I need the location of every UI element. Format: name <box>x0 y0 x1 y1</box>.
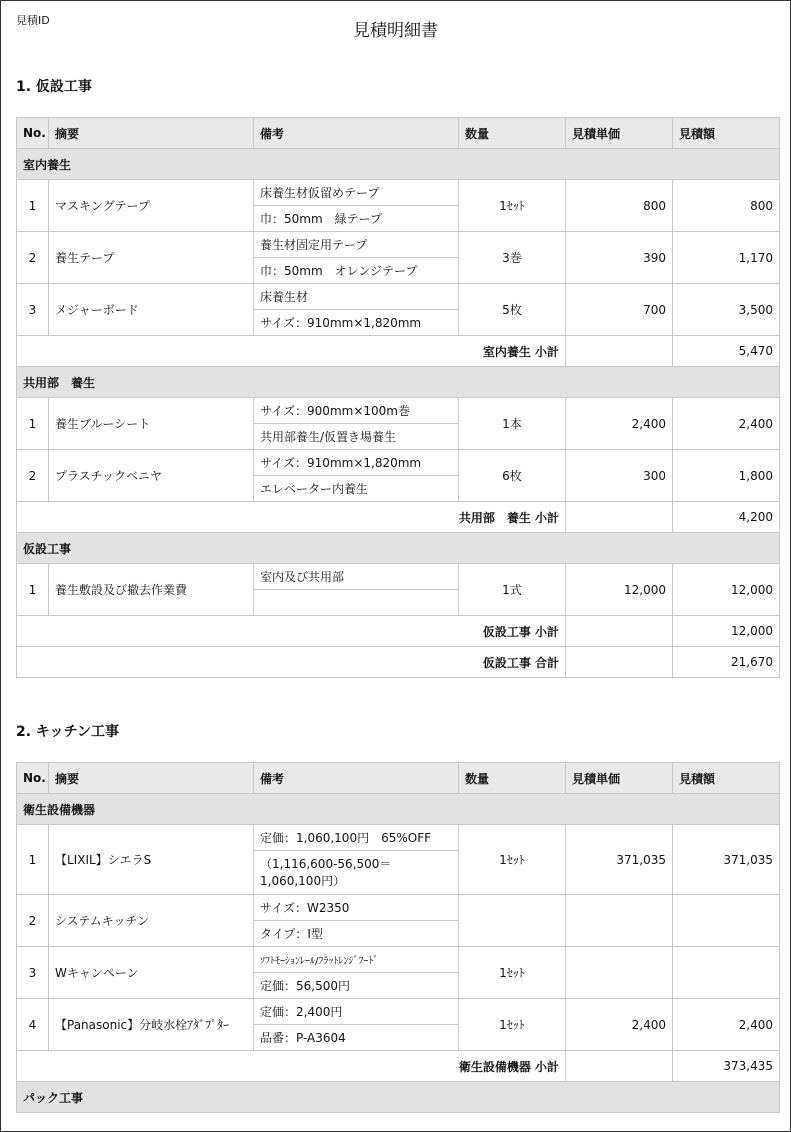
col-qty: 数量 <box>459 763 566 794</box>
total-value: 21,670 <box>673 647 780 678</box>
col-amount: 見積額 <box>673 763 780 794</box>
row-unit-price: 300 <box>566 450 673 502</box>
table-row <box>17 999 780 1025</box>
group-name: 衛生設備機器 <box>17 794 780 825</box>
group-name: 室内養生 <box>17 149 780 180</box>
row-note: エレベーター内養生 <box>254 476 459 502</box>
total-spacer <box>566 647 673 678</box>
total-label: 仮設工事 合計 <box>17 647 566 678</box>
row-no: 1 <box>17 398 49 450</box>
table-row <box>17 450 780 476</box>
col-note: 備考 <box>254 763 459 794</box>
subtotal-label: 衛生設備機器 小計 <box>17 1051 566 1082</box>
row-amount: 2,400 <box>673 999 780 1051</box>
row-no: 2 <box>17 450 49 502</box>
subtotal-row <box>17 336 780 367</box>
row-qty: 1ｾｯﾄ <box>459 947 566 999</box>
row-no: 1 <box>17 564 49 616</box>
section-title-temporary: 1. 仮設工事 <box>16 79 92 95</box>
row-note: サイズ：W2350 <box>254 895 459 921</box>
row-note: ｿﾌﾄﾓｰｼｮﾝﾚｰﾙ/ﾌﾗｯﾄﾚﾝｼﾞﾌｰﾄﾞ <box>254 947 459 973</box>
subtotal-value: 12,000 <box>673 616 780 647</box>
col-no: No. <box>17 118 49 149</box>
total-row <box>17 647 780 678</box>
col-qty: 数量 <box>459 118 566 149</box>
row-qty: 3巻 <box>459 232 566 284</box>
section-title-kitchen: 2. キッチン工事 <box>16 724 119 740</box>
col-unit-price: 見積単価 <box>566 118 673 149</box>
group-name: 共用部 養生 <box>17 367 780 398</box>
group-row <box>17 367 780 398</box>
row-note: 定価：2,400円 <box>254 999 459 1025</box>
col-note: 備考 <box>254 118 459 149</box>
row-amount <box>673 895 780 947</box>
subtotal-value: 373,435 <box>673 1051 780 1082</box>
col-unit-price: 見積単価 <box>566 763 673 794</box>
row-unit-price: 371,035 <box>566 825 673 895</box>
row-note: 定価：56,500円 <box>254 973 459 999</box>
row-amount: 12,000 <box>673 564 780 616</box>
row-no: 4 <box>17 999 49 1051</box>
row-note: 床養生材 <box>254 284 459 310</box>
row-no: 3 <box>17 284 49 336</box>
row-qty: 1ｾｯﾄ <box>459 999 566 1051</box>
row-item: Wキャンペーン <box>49 947 254 999</box>
row-unit-price: 2,400 <box>566 999 673 1051</box>
row-note: サイズ：910mm×1,820mm <box>254 450 459 476</box>
group-row <box>17 1082 780 1113</box>
row-qty: 1ｾｯﾄ <box>459 180 566 232</box>
table-row <box>17 232 780 258</box>
row-no: 2 <box>17 895 49 947</box>
table-row <box>17 895 780 921</box>
col-no: No. <box>17 763 49 794</box>
subtotal-spacer <box>566 616 673 647</box>
estimate-table-kitchen <box>16 762 780 1113</box>
row-note: サイズ：900mm×100m巻 <box>254 398 459 424</box>
subtotal-label: 共用部 養生 小計 <box>17 502 566 533</box>
col-item: 摘要 <box>49 763 254 794</box>
row-amount: 1,800 <box>673 450 780 502</box>
subtotal-label: 室内養生 小計 <box>17 336 566 367</box>
row-note: サイズ：910mm×1,820mm <box>254 310 459 336</box>
row-item: 養生ブルーシート <box>49 398 254 450</box>
row-item: 【Panasonic】分岐水栓ｱﾀﾞﾌﾟﾀｰ <box>49 999 254 1051</box>
row-qty: 1本 <box>459 398 566 450</box>
group-row <box>17 533 780 564</box>
row-note: 室内及び共用部 <box>254 564 459 590</box>
row-item: メジャーボード <box>49 284 254 336</box>
row-item: システムキッチン <box>49 895 254 947</box>
row-note: 定価：1,060,100円 65%OFF <box>254 825 459 851</box>
group-row <box>17 149 780 180</box>
table-header-row <box>17 118 780 149</box>
table-row <box>17 398 780 424</box>
row-amount: 3,500 <box>673 284 780 336</box>
row-note: タイプ：I型 <box>254 921 459 947</box>
row-unit-price: 800 <box>566 180 673 232</box>
row-item: マスキングテープ <box>49 180 254 232</box>
subtotal-row <box>17 1051 780 1082</box>
row-note: 養生材固定用テープ <box>254 232 459 258</box>
table-header-row <box>17 763 780 794</box>
row-note: 巾：50mm 緑テープ <box>254 206 459 232</box>
col-item: 摘要 <box>49 118 254 149</box>
row-item: 養生敷設及び撤去作業費 <box>49 564 254 616</box>
row-qty: 5枚 <box>459 284 566 336</box>
table-row <box>17 947 780 973</box>
row-note: 共用部養生/仮置き場養生 <box>254 424 459 450</box>
row-no: 3 <box>17 947 49 999</box>
subtotal-value: 4,200 <box>673 502 780 533</box>
subtotal-label: 仮設工事 小計 <box>17 616 566 647</box>
row-item: プラスチックベニヤ <box>49 450 254 502</box>
doc-id-label: 見積ID <box>16 14 50 27</box>
table-row <box>17 284 780 310</box>
row-item: 【LIXIL】シエラS <box>49 825 254 895</box>
row-amount <box>673 947 780 999</box>
group-name: 仮設工事 <box>17 533 780 564</box>
row-amount: 371,035 <box>673 825 780 895</box>
row-item: 養生テープ <box>49 232 254 284</box>
row-amount: 1,170 <box>673 232 780 284</box>
subtotal-spacer <box>566 1051 673 1082</box>
row-qty: 1式 <box>459 564 566 616</box>
estimate-table-temporary <box>16 117 780 678</box>
row-note: 床養生材仮留めテープ <box>254 180 459 206</box>
row-no: 2 <box>17 232 49 284</box>
row-no: 1 <box>17 180 49 232</box>
subtotal-row <box>17 616 780 647</box>
subtotal-spacer <box>566 336 673 367</box>
col-amount: 見積額 <box>673 118 780 149</box>
row-qty: 6枚 <box>459 450 566 502</box>
row-unit-price: 12,000 <box>566 564 673 616</box>
group-row <box>17 794 780 825</box>
row-amount: 2,400 <box>673 398 780 450</box>
row-qty <box>459 895 566 947</box>
row-unit-price <box>566 895 673 947</box>
row-amount: 800 <box>673 180 780 232</box>
subtotal-row <box>17 502 780 533</box>
row-unit-price <box>566 947 673 999</box>
subtotal-value: 5,470 <box>673 336 780 367</box>
row-no: 1 <box>17 825 49 895</box>
page-title: 見積明細書 <box>353 21 438 41</box>
table-row <box>17 180 780 206</box>
row-unit-price: 390 <box>566 232 673 284</box>
subtotal-spacer <box>566 502 673 533</box>
row-note: （1,116,600-56,500＝1,060,100円） <box>254 851 459 895</box>
row-qty: 1ｾｯﾄ <box>459 825 566 895</box>
table-row <box>17 825 780 851</box>
row-note: 品番：P-A3604 <box>254 1025 459 1051</box>
table-row <box>17 564 780 590</box>
row-note <box>254 590 459 616</box>
group-name: パック工事 <box>17 1082 780 1113</box>
row-note: 巾：50mm オレンジテープ <box>254 258 459 284</box>
row-unit-price: 700 <box>566 284 673 336</box>
row-unit-price: 2,400 <box>566 398 673 450</box>
